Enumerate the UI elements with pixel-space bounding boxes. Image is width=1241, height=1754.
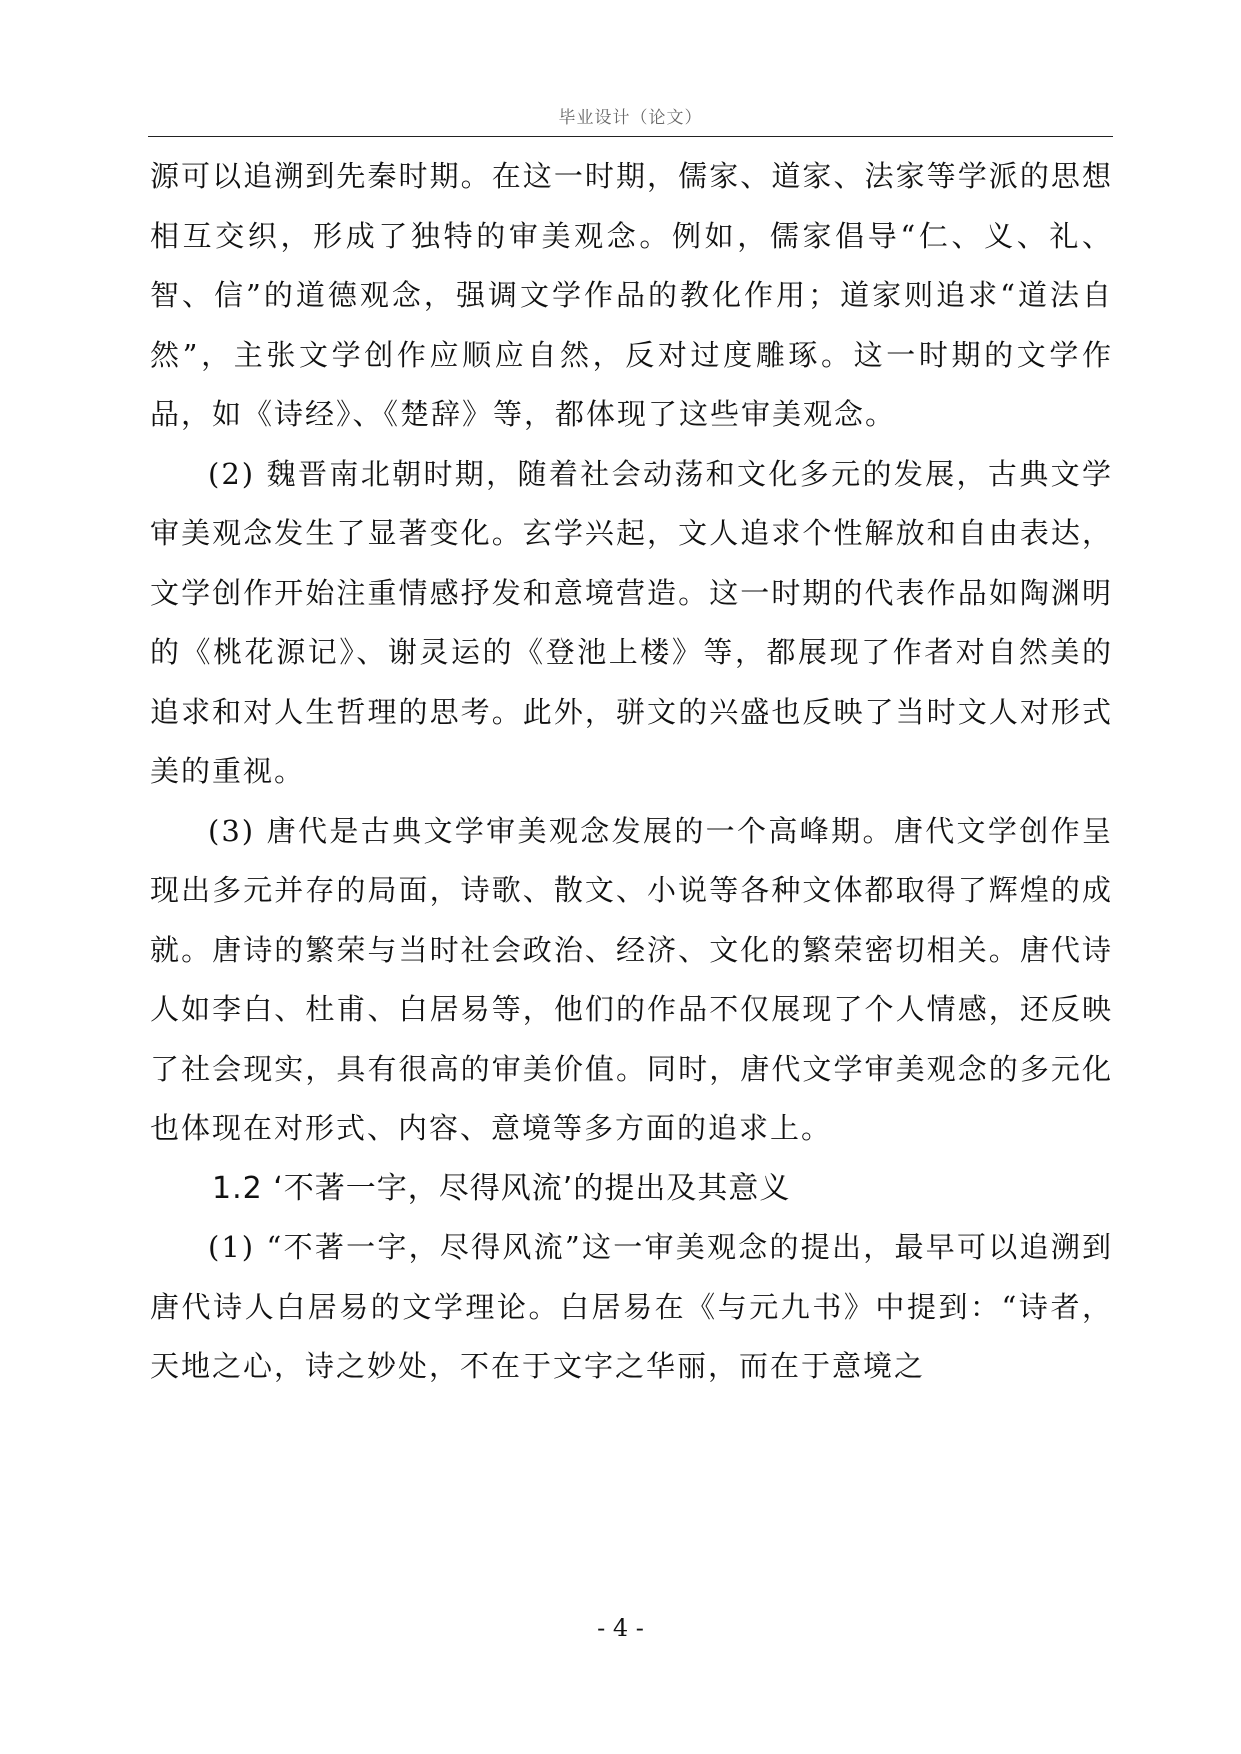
section-heading: 1.2 ‘不著一字，尽得风流’的提出及其意义 <box>212 1170 791 1206</box>
paragraph-wei-jin: (2) 魏晋南北朝时期，随着社会动荡和文化多元的发展，古典文学审美观念发生了显著变化。玄学兴起，文人追求个性解放和自由表达，文学创作开始注重情感抒发和意境营造。这一时期的代表作品如陶渊明的《桃花源记》、谢灵运的《登池上楼》等，都展现了作者对自然美的追求和对人生哲理的思考。此外，骈文的兴盛也反映了当时文人对形式美的重视。 <box>150 456 1113 788</box>
paragraph-continuation: 源可以追溯到先秦时期。在这一时期，儒家、道家、法家等学派的思想相互交织，形成了独特的审美观念。例如，儒家倡导“仁、义、礼、智、信”的道德观念，强调文学作品的教化作用；道家则追求“道法自然”，主张文学创作应顺应自然，反对过度雕琢。这一时期的文学作品，如《诗经》、《楚辞》等，都体现了这些审美观念。 <box>150 159 1113 431</box>
paragraph-origin: (1) “不著一字，尽得风流”这一审美观念的提出，最早可以追溯到唐代诗人白居易的文学理论。白居易在《与元九书》中提到：“诗者，天地之心，诗之妙处，不在于文字之华丽，而在于意境之 <box>150 1230 1113 1383</box>
paragraph-tang: (3) 唐代是古典文学审美观念发展的一个高峰期。唐代文学创作呈现出多元并存的局面，诗歌、散文、小说等各种文体都取得了辉煌的成就。唐诗的繁荣与当时社会政治、经济、文化的繁荣密切相关。唐代诗人如李白、杜甫、白居易等，他们的作品不仅展现了个人情感，还反映了社会现实，具有很高的审美价值。同时，唐代文学审美观念的多元化也体现在对形式、内容、意境等多方面的追求上。 <box>150 813 1113 1145</box>
page-header: 毕业设计（论文） <box>558 108 703 128</box>
document-body <box>150 147 1113 1397</box>
page-number: - 4 - <box>597 1614 644 1642</box>
header-rule <box>148 136 1113 137</box>
